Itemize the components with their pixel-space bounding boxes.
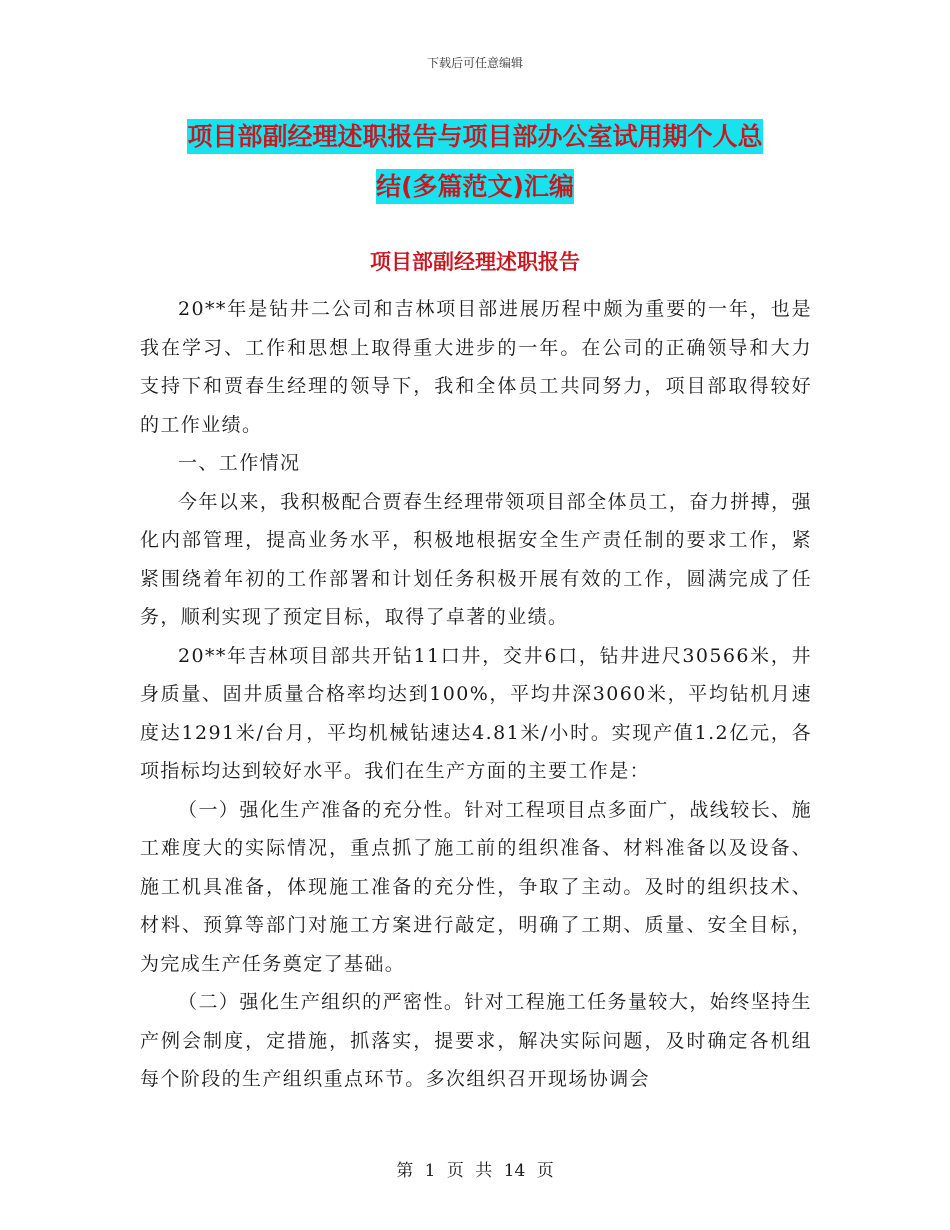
paragraph-item-1: （一）强化生产准备的充分性。针对工程项目点多面广，战线较长、施工难度大的实际情况，重点抓了施工前的组织准备、材料准备以及设备、施工机具准备，体现施工准备的充分性，争取了主动。及时的组织技术、材料、预算等部门对施工方案进行敲定，明确了工期、质量、安全目标，为完成生产任务奠定了基础。 <box>140 798 812 975</box>
title-line-1: 项目部副经理述职报告与项目部办公室试用期个人总 <box>187 119 762 154</box>
title-line-2: 结(多篇范文)汇编 <box>376 169 574 204</box>
paragraph-intro: 20**年是钻井二公司和吉林项目部进展历程中颇为重要的一年，也是我在学习、工作和思想上取得重大进步的一年。在公司的正确领导和大力支持下和贾春生经理的领导下，我和全体员工共同努力，项目部取得较好的工作业绩。 <box>140 298 812 436</box>
body-text <box>140 290 812 1099</box>
paragraph-work-summary: 今年以来，我积极配合贾春生经理带领项目部全体员工，奋力拼搏，强化内部管理，提高业务水平，积极地根据安全生产责任制的要求工作，紧紧围绕着年初的工作部署和计划任务积极开展有效的工作，圆满完成了任务，顺利实现了预定目标，取得了卓著的业绩。 <box>140 490 812 628</box>
page-number: 第 1 页 共 14 页 <box>396 1161 554 1181</box>
paragraph-item-2: （二）强化生产组织的严密性。针对工程施工任务量较大，始终坚持生产例会制度，定措施，抓落实，提要求，解决实际问题，及时确定各机组每个阶段的生产组织重点环节。多次组织召开现场协调会 <box>140 991 812 1090</box>
paragraph-statistics: 20**年吉林项目部共开钻11口井，交井6口，钻井进尺30566米，井身质量、固井质量合格率均达到100%，平均井深3060米，平均钻机月速度达1291米/台月，平均机械钻速达4.81米/小时。实现产值1.2亿元，各项指标均达到较好水平。我们在生产方面的主要工作是： <box>140 644 812 782</box>
document-title <box>140 112 810 212</box>
page-header-note: 下载后可任意编辑 <box>426 56 523 70</box>
section-heading: 项目部副经理述职报告 <box>370 250 580 274</box>
paragraph-subheading-work: 一、工作情况 <box>178 452 301 474</box>
